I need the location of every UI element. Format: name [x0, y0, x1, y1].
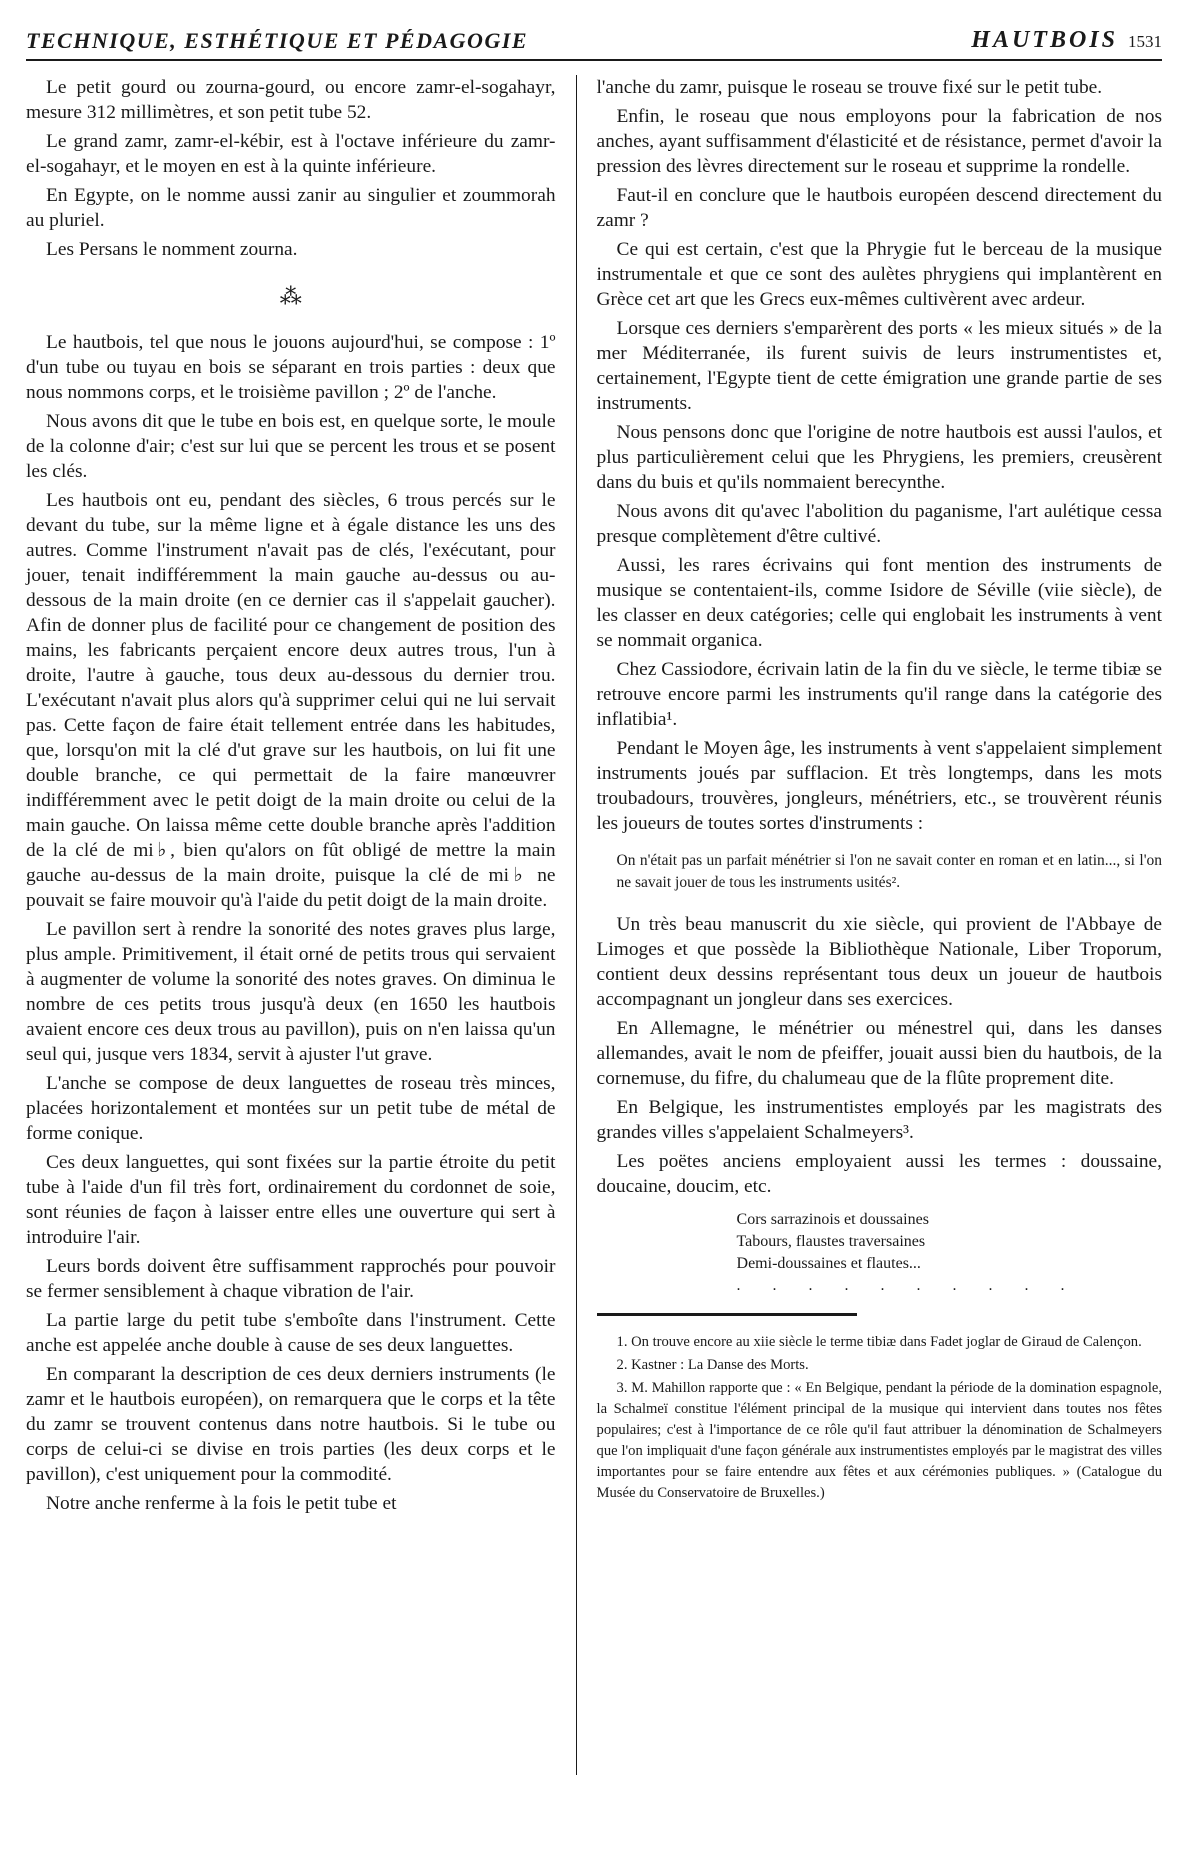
paragraph: Pendant le Moyen âge, les instruments à vent s'appelaient simplement instruments joués par sufflacion. Et très longtemps, dans les mots troubadours, trouvères, jongleurs, ménétriers, etc., se trouvèrent réunis les joueurs de toutes sortes d'instruments : [596, 738, 1162, 834]
verse-line: Demi-doussaines et flautes... [736, 1255, 921, 1272]
paragraph: l'anche du zamr, puisque le roseau se trouve fixé sur le petit tube. [596, 77, 1103, 98]
section-separator: ⁂ [279, 284, 302, 309]
section-title: TECHNIQUE, ESTHÉTIQUE ET PÉDAGOGIE [26, 28, 529, 53]
paragraph: Un très beau manuscrit du xie siècle, qui provient de l'Abbaye de Limoges et que possède la Bibliothèque Nationale, Liber Troporum, contient deux dessins représentant tous deux un joueur de hautbois accompagnant un jongleur dans ses exercices. [596, 914, 1162, 1010]
verse-quote [737, 1209, 1162, 1297]
paragraph: Les Persans le nomment zourna. [46, 239, 298, 260]
paragraph: La partie large du petit tube s'emboîte dans l'instrument. Cette anche est appelée anche double à cause de ses deux languettes. [26, 1310, 556, 1356]
page-title: HAUTBOIS [971, 27, 1118, 53]
footnote: 3. M. Mahillon rapporte que : « En Belgique, pendant la période de la domination espagnole, la Schalmeï constitue l'élément principal de la musique qui intervient dans toutes nos fêtes populaires; c'est à l'importance de ce rôle qu'il faut attribuer la dénomination de Schalmeyers que l'on impliquait d'une façon générale aux instrumentistes employés par le magistrat des villes importantes pour se faire entendre aux fêtes et aux cérémonies publiques. » (Catalogue du Musée du Conservatoire de Bruxelles.) [596, 1380, 1162, 1501]
paragraph: Les poëtes anciens employaient aussi les termes : doussaine, doucaine, doucim, etc. [596, 1151, 1162, 1197]
running-header [26, 24, 1162, 61]
footnote-rule [597, 1313, 857, 1316]
paragraph: Faut-il en conclure que le hautbois européen descend directement du zamr ? [596, 185, 1162, 231]
block-quote: On n'était pas un parfait ménétrier si l'on ne savait conter en roman et en latin..., si l'on ne savait jouer de tous les instruments usités². [616, 852, 1162, 891]
header-right [971, 27, 1162, 54]
paragraph: Enfin, le roseau que nous employons pour la fabrication de nos anches, ayant suffisamment d'élasticité et de résistance, permet d'avoir la pression des lèvres directement sur le roseau et supprime la rondelle. [596, 106, 1162, 177]
paragraph: Le grand zamr, zamr-el-kébir, est à l'octave inférieure du zamr-el-sogahayr, et le moyen en est à la quinte inférieure. [26, 131, 556, 177]
footnote: 1. On trouve encore au xiie siècle le terme tibiæ dans Fadet joglar de Giraud de Calençon. [616, 1334, 1142, 1350]
paragraph: Les hautbois ont eu, pendant des siècles, 6 trous percés sur le devant du tube, sur la même ligne et à égale distance les uns des autres. Comme l'instrument n'avait pas de clés, l'exécutant, pour jouer, tenait indifféremment la main gauche au-dessus ou au-dessous de la main droite (en ce dernier cas il s'appelait gaucher). Afin de donner plus de facilité pour ce changement de position des mains, les fabricants perçaient encore deux autres trous, l'un à droite, l'autre à gauche, tous deux au-dessous du dernier trou. L'exécutant n'avait plus alors qu'à supprimer celui qui ne lui servait pas. Cette façon de faire était tellement entrée dans les habitudes, que, lorsqu'on mit la clé d'ut grave sur les hautbois, on lui fit une double branche, ce qui permettait de la faire manœuvrer indifféremment avec le petit doigt de la main droite ou celui de la main gauche. On laissa même cette double branche après l'addition de la clé de mi♭, bien qu'alors on fût obligé de mettre la main gauche au-dessus de la main droite, puisque la clé de mi♭ ne pouvait se faire mouvoir qu'à l'aide du petit doigt de la main droite. [26, 490, 556, 911]
page-number: 1531 [1128, 32, 1162, 51]
paragraph: L'anche se compose de deux languettes de roseau très minces, placées horizontalement et montées sur un petit tube de métal de forme conique. [26, 1073, 556, 1144]
paragraph: Ces deux languettes, qui sont fixées sur la partie étroite du petit tube à l'aide d'un fil très fort, ordinairement du cordonnet de soie, sont réunies de façon à laisser entre elles une ouverture qui sert à introduire l'air. [26, 1152, 556, 1248]
paragraph: Ce qui est certain, c'est que la Phrygie fut le berceau de la musique instrumentale et que ce sont des aulètes phrygiens qui implantèrent en Grèce cet art que les Grecs eux-mêmes cultivèrent avec ardeur. [596, 239, 1162, 310]
paragraph: Le pavillon sert à rendre la sonorité des notes graves plus large, plus ample. Primitivement, il était orné de petits trous qui servaient à augmenter de volume la sonorité des notes graves. On diminua le nombre de ces petits trous jusqu'à deux (en 1650 les hautbois avaient encore ces deux trous au pavillon), puis on n'en laissa qu'un seul qui, jusque vers 1834, servit à ajuster l'ut grave. [26, 919, 556, 1065]
paragraph: En Egypte, on le nomme aussi zanir au singulier et zoummorah au pluriel. [26, 185, 556, 231]
paragraph: Nous avons dit qu'avec l'abolition du paganisme, l'art aulétique cessa presque complètement d'être cultivé. [596, 501, 1162, 547]
paragraph: Notre anche renferme à la fois le petit tube et [46, 1493, 397, 1514]
paragraph: Le hautbois, tel que nous le jouons aujourd'hui, se compose : 1º d'un tube ou tuyau en bois se séparant en trois parties : deux que nous nommons corps, et le troisième pavillon ; 2º de l'anche. [26, 332, 556, 403]
paragraph: Leurs bords doivent être suffisamment rapprochés pour pouvoir se fermer sensiblement à chaque vibration de l'air. [26, 1256, 556, 1302]
paragraph: Lorsque ces derniers s'emparèrent des ports « les mieux situés » de la mer Méditerranée, ils furent suivis de leurs instrumentistes et, certainement, l'Egypte tient de cette émigration une grande partie de ses instruments. [596, 318, 1162, 414]
left-column [26, 75, 576, 1835]
paragraph: Aussi, les rares écrivains qui font mention des instruments de musique se contentaient-ils, comme Isidore de Séville (viie siècle), de les classer en deux catégories; celle qui englobait les instruments à vent se nommait organica. [596, 555, 1162, 651]
paragraph: Nous avons dit que le tube en bois est, en quelque sorte, le moule de la colonne d'air; c'est sur lui que se percent les trous et se posent les clés. [26, 411, 556, 482]
verse-line: Tabours, flaustes traversaines [736, 1233, 926, 1250]
paragraph: En comparant la description de ces deux derniers instruments (le zamr et le hautbois européen), on remarquera que le corps et la tête du zamr se trouvent contenus dans notre hautbois. Si le tube ou corps de celui-ci se divise en trois parties (les deux corps et le pavillon), c'est uniquement pour la commodité. [26, 1364, 556, 1485]
paragraph: En Belgique, les instrumentistes employés par les magistrats des grandes villes s'appelaient Schalmeyers³. [596, 1097, 1162, 1143]
paragraph: En Allemagne, le ménétrier ou ménestrel qui, dans les danses allemandes, avait le nom de pfeiffer, jouait aussi bien du hautbois, de la cornemuse, du fifre, du chalumeau que de la flûte proprement dite. [596, 1018, 1162, 1089]
footnote: 2. Kastner : La Danse des Morts. [616, 1357, 809, 1373]
paragraph: Chez Cassiodore, écrivain latin de la fin du ve siècle, le terme tibiæ se retrouve encore parmi les instruments qu'il range dans la catégorie des inflatibia¹. [596, 659, 1162, 730]
text-columns [26, 75, 1162, 1835]
verse-ellipsis: . . . . . . . . . . [736, 1277, 1079, 1294]
paragraph: Nous pensons donc que l'origine de notre hautbois est aussi l'aulos, et plus particulièrement celui que les Phrygiens, les premiers, creusèrent dans du buis et qu'ils nommaient berecynthe. [596, 422, 1162, 493]
right-column [577, 75, 1162, 1835]
paragraph: Le petit gourd ou zourna-gourd, ou encore zamr-el-sogahayr, mesure 312 millimètres, et son petit tube 52. [26, 77, 556, 123]
verse-line: Cors sarrazinois et doussaines [736, 1211, 929, 1228]
